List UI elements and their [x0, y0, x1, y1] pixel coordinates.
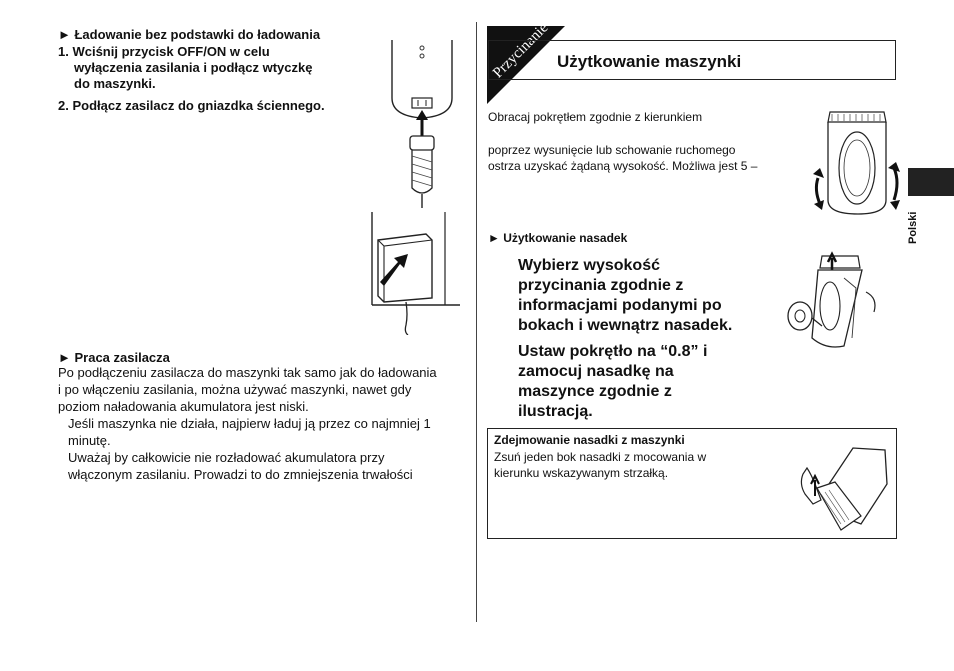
step-1-line-2: wyłączenia zasilania i podłącz wtyczkę: [74, 60, 313, 75]
big1-line-3: informacjami podanymi po: [518, 297, 722, 314]
note-2-line-1: Uważaj by całkowicie nie rozładować akumulatora przy: [68, 450, 385, 465]
language-tab-label: Polski: [907, 211, 919, 244]
adapter-heading: ► Praca zasilacza: [58, 350, 170, 365]
dial-line-1: Obracaj pokrętłem zgodnie z kierunkiem: [488, 110, 703, 124]
remove-line-2: kierunku wskazywanym strzałką.: [494, 466, 669, 480]
language-tab-marker: [908, 168, 954, 196]
big1-line-4: bokach i wewnątrz nasadek.: [518, 317, 733, 334]
dial-line-3: ostrza uzyskać żądaną wysokość. Możliwa jest 5 –: [488, 159, 758, 173]
note-2-line-2: włączonym zasilaniu. Prowadzi to do zmniejszenia trwałości: [68, 467, 413, 482]
attachment-illustration: [782, 248, 892, 352]
charge-heading: ► Ładowanie bez podstawki do ładowania: [58, 27, 321, 42]
step-1-line-3: do maszynki.: [74, 76, 156, 91]
remove-line-1: Zsuń jeden bok nasadki z mocowania w: [494, 450, 707, 464]
big2-line-1: Ustaw pokrętło na “0.8” i: [518, 343, 708, 360]
adapter-line-2: i po włączeniu zasilania, można używać maszynki, nawet gdy: [58, 382, 412, 397]
adapter-line-1: Po podłączeniu zasilacza do maszynki tak samo jak do ładowania: [58, 365, 437, 380]
step-2: 2. Podłącz zasilacz do gniazdka ściennego.: [58, 98, 325, 113]
big1-line-1: Wybierz wysokość: [518, 257, 660, 274]
big1-line-2: przycinania zgodnie z: [518, 277, 684, 294]
remove-heading: Zdejmowanie nasadki z maszynki: [494, 433, 685, 447]
remove-attachment-illustration: [795, 444, 891, 532]
section-tag: Przycinanie: [490, 19, 552, 82]
big2-line-4: ilustracją.: [518, 403, 593, 420]
note-1-line-2: minutę.: [68, 433, 111, 448]
clipper-dial-illustration: [812, 108, 902, 220]
clipper-plug-illustration: [378, 38, 468, 208]
column-divider: [476, 22, 477, 622]
attach-heading: ► Użytkowanie nasadek: [488, 231, 628, 245]
note-1-line-1: Jeśli maszynka nie działa, najpierw ładuj ją przez co najmniej 1: [68, 416, 431, 431]
big2-line-2: zamocuj nasadkę na: [518, 363, 674, 380]
page-title: Użytkowanie maszynki: [557, 52, 742, 71]
step-1-line-1: 1. Wciśnij przycisk OFF/ON w celu: [58, 44, 270, 59]
language-tab: [904, 200, 924, 246]
adapter-line-3: poziom naładowania akumulatora jest niski.: [58, 399, 309, 414]
dial-line-2: poprzez wysunięcie lub schowanie ruchomego: [488, 143, 736, 157]
big2-line-3: maszynce zgodnie z: [518, 383, 672, 400]
adapter-wall-illustration: [360, 210, 460, 335]
